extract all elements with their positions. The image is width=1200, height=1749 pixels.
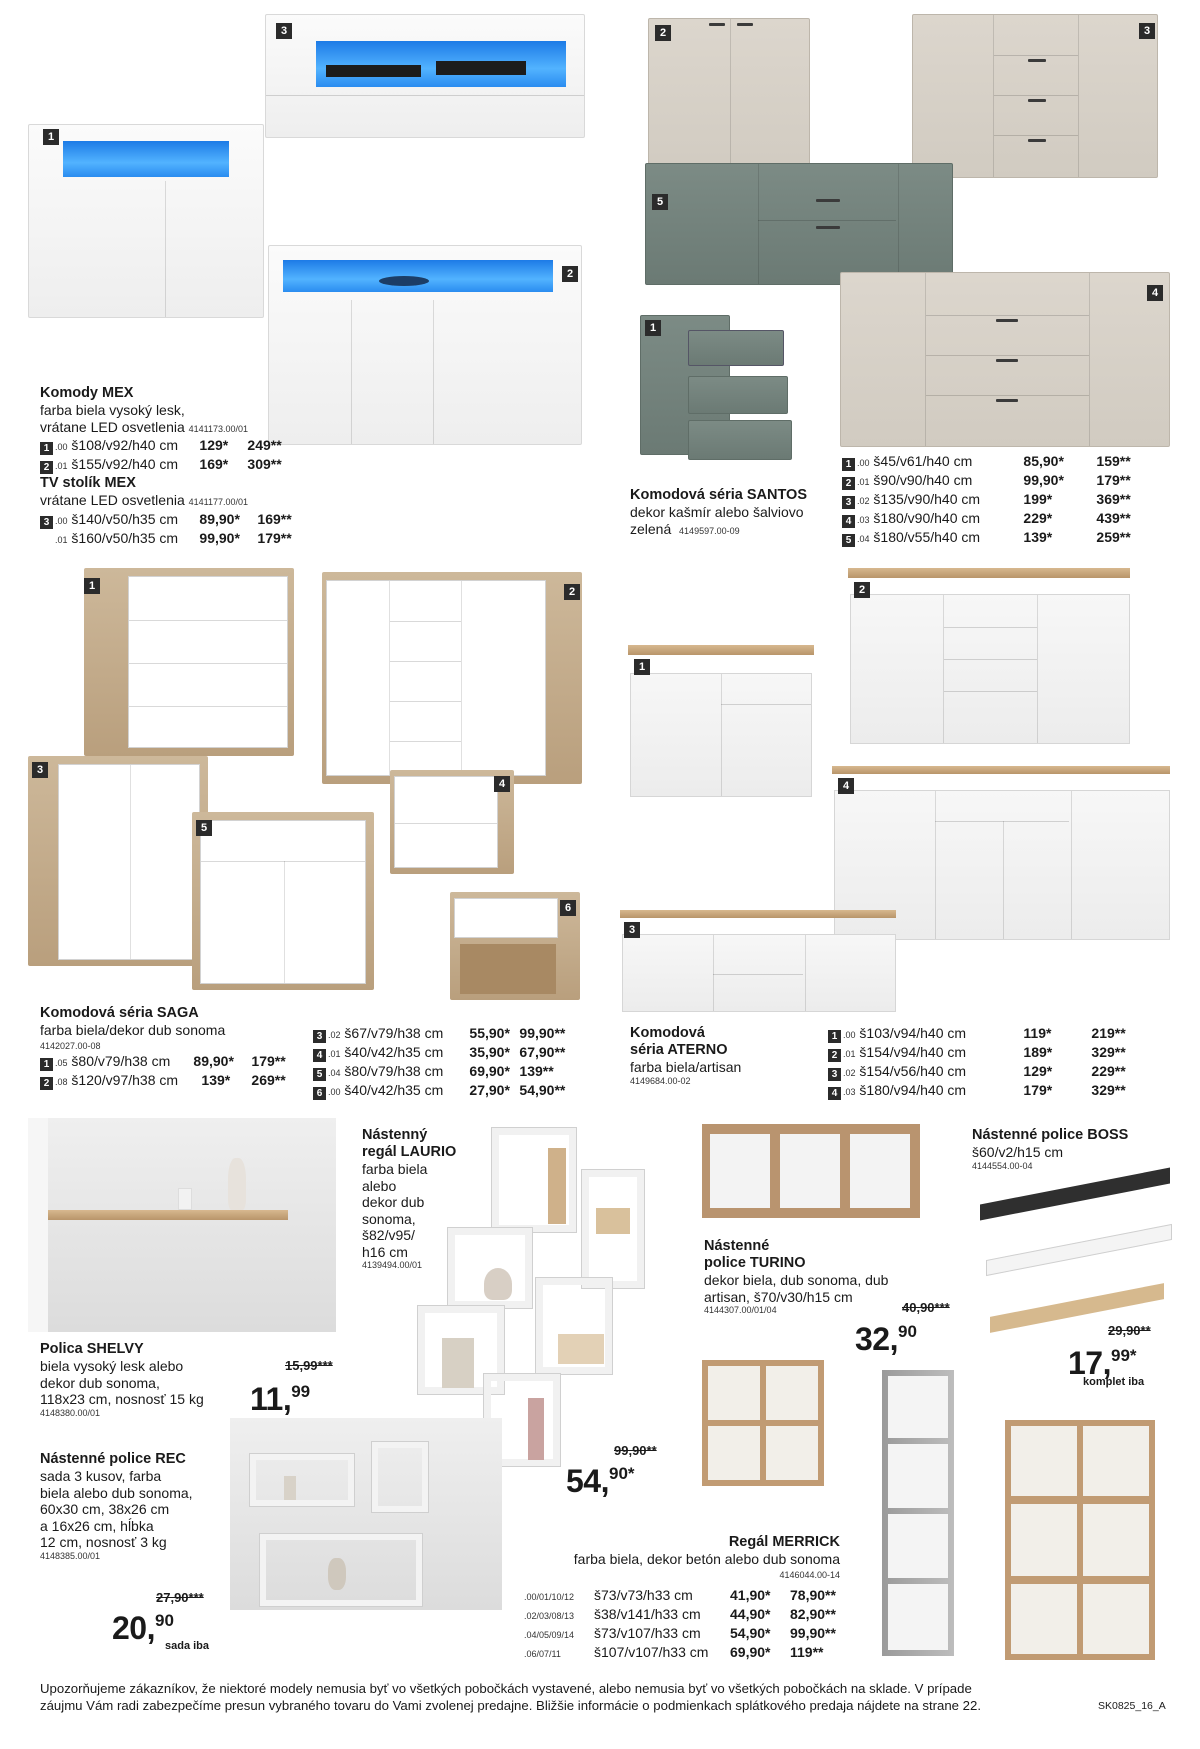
dimensions: š160/v50/h35 cm <box>71 529 179 546</box>
dimensions: š80/v79/h38 cm <box>344 1063 444 1079</box>
laurio-title-2: regál LAURIO <box>362 1144 457 1160</box>
row-badge: 4 <box>828 1087 841 1100</box>
aterno-desc: farba biela/artisan <box>630 1059 742 1075</box>
rec-price <box>112 1605 174 1644</box>
saga-cabinet-2door-image <box>28 756 208 966</box>
turino-title-1: Nástenné <box>704 1238 770 1254</box>
dimensions: š154/v56/h40 cm <box>859 1063 967 1079</box>
shelvy-info <box>40 1341 250 1418</box>
merrick-tall-image <box>882 1370 954 1656</box>
rec-info <box>40 1451 230 1561</box>
mex-desc-3: vrátane LED osvetlenia <box>40 492 185 508</box>
variant: .00 <box>857 458 870 468</box>
boss-price <box>1068 1340 1137 1379</box>
turino-code: 4144307.00/01/04 <box>704 1305 777 1315</box>
mex-code-2: 4141177.00/01 <box>188 497 249 507</box>
mex-dresser-small-image <box>28 124 264 318</box>
turino-price <box>855 1316 917 1355</box>
turino-desc-1: dekor biela, dub sonoma, dub <box>704 1272 889 1288</box>
variant: .01 <box>843 1049 856 1059</box>
merrick-2x2-image <box>702 1360 824 1486</box>
price-row <box>828 1063 1173 1082</box>
price-row <box>40 530 320 549</box>
regular-price: 139** <box>519 1063 554 1079</box>
regular-price: 99,90** <box>790 1625 836 1641</box>
sale-price: 89,90* <box>193 1052 234 1069</box>
price-main: 11, <box>250 1381 292 1417</box>
row-badge: 2 <box>828 1049 841 1062</box>
saga-dresser-4drawer-image <box>84 568 294 756</box>
boss-code: 4144554.00-04 <box>972 1160 1033 1171</box>
saga-price-table-right <box>313 1025 593 1101</box>
saga-cabinet-drawer-doors-image <box>192 812 374 990</box>
laurio-shelf-image <box>418 1128 648 1468</box>
dimensions: š135/v90/h40 cm <box>873 491 981 507</box>
dimensions: š45/v61/h40 cm <box>873 453 973 469</box>
variant: .08 <box>55 1076 68 1087</box>
laurio-old-price: 99,90** <box>614 1443 657 1458</box>
variant: .06/07/11 <box>524 1649 561 1659</box>
price-cents: 90 <box>897 1322 917 1341</box>
dimensions: š108/v92/h40 cm <box>71 437 179 453</box>
variant: .05 <box>55 1057 68 1068</box>
sale-price: 54,90* <box>730 1625 771 1641</box>
variant: .01 <box>328 1049 341 1059</box>
laurio-desc-1: farba biela <box>362 1161 428 1177</box>
regular-price: 219** <box>1091 1025 1126 1041</box>
sale-price: 69,90* <box>730 1644 771 1660</box>
sale-price: 27,90* <box>469 1082 510 1098</box>
price-row <box>40 511 320 530</box>
variant: .04 <box>328 1068 341 1078</box>
aterno-title-2: séria ATERNO <box>630 1042 728 1058</box>
price-main: 54, <box>566 1463 609 1499</box>
shelvy-old-price: 15,99*** <box>285 1358 333 1373</box>
badge: 1 <box>43 129 59 145</box>
regular-price: 249** <box>247 437 282 453</box>
price-row <box>524 1625 854 1644</box>
badge: 1 <box>634 659 650 675</box>
row-badge: 4 <box>842 515 855 528</box>
price-row <box>313 1025 593 1044</box>
santos-title: Komodová séria SANTOS <box>630 487 808 503</box>
variant: .02 <box>843 1068 856 1078</box>
santos-price-table <box>842 453 1172 548</box>
saga-title: Komodová séria SAGA <box>40 1005 199 1021</box>
laurio-code: 4139494.00/01 <box>362 1260 423 1270</box>
badge: 6 <box>560 900 576 916</box>
price-row <box>313 1082 593 1101</box>
row-badge: 6 <box>313 1087 326 1100</box>
shelvy-shelf-image <box>28 1118 336 1332</box>
aterno-info <box>630 1025 810 1086</box>
aterno-code: 4149684.00-02 <box>630 1075 691 1086</box>
boss-title: Nástenné police BOSS <box>972 1127 1129 1143</box>
dimensions: š107/v107/h33 cm <box>594 1644 709 1660</box>
variant: .00 <box>55 442 68 452</box>
price-row <box>828 1082 1173 1101</box>
dimensions: š38/v141/h33 cm <box>594 1606 701 1622</box>
aterno-tv-unit-image <box>620 910 896 1012</box>
row-badge: 2 <box>40 461 53 474</box>
price-row <box>313 1044 593 1063</box>
santos-desc-2-line <box>630 521 850 540</box>
rec-old-price: 27,90*** <box>156 1590 204 1605</box>
mex-desc-3-line <box>40 492 320 511</box>
badge: 3 <box>32 762 48 778</box>
shelvy-desc-3: 118x23 cm, nosnosť 15 kg <box>40 1391 204 1407</box>
price-cents: 90* <box>608 1464 635 1483</box>
variant: .01 <box>55 534 68 545</box>
sale-price: 119* <box>1023 1025 1052 1041</box>
sale-price: 179* <box>1023 1082 1053 1098</box>
badge: 1 <box>645 320 661 336</box>
rec-desc-3: 60x30 cm, 38x26 cm <box>40 1501 170 1517</box>
santos-code: 4149597.00-09 <box>679 525 740 536</box>
sale-price: 99,90* <box>199 529 240 546</box>
badge: 4 <box>494 776 510 792</box>
price-row <box>40 456 320 475</box>
row-badge: 4 <box>313 1049 326 1062</box>
dimensions: š40/v42/h35 cm <box>344 1082 444 1098</box>
sale-price: 41,90* <box>730 1587 771 1603</box>
santos-info <box>630 487 850 539</box>
boss-dim: š60/v2/h15 cm <box>972 1144 1064 1160</box>
boss-info <box>972 1127 1172 1171</box>
regular-price: 269** <box>251 1071 286 1088</box>
row-badge: 3 <box>313 1030 326 1043</box>
row-badge: 1 <box>40 442 53 455</box>
dimensions: š120/v97/h38 cm <box>71 1071 179 1088</box>
santos-desc-2: zelená <box>630 520 672 537</box>
variant: .03 <box>857 515 870 525</box>
footer-line-2: záujmu Vám radi zabezpečíme presun vybraného tovaru do Vami zvolenej predajne. Bližšie informácie o podmienkach splátkového predaja nájdete na strane 22. <box>40 1698 982 1713</box>
aterno-price-table <box>828 1025 1173 1101</box>
page-id: SK0825_16_A <box>1098 1700 1166 1712</box>
price-row <box>40 437 320 456</box>
santos-drawer-open-3 <box>688 420 792 460</box>
merrick-desc: farba biela, dekor betón alebo dub sonoma <box>573 1551 840 1567</box>
santos-drawer-open-1 <box>688 330 784 366</box>
badge: 2 <box>854 582 870 598</box>
regular-price: 99,90** <box>519 1025 566 1041</box>
dimensions: š90/v90/h40 cm <box>873 472 973 488</box>
laurio-desc-2: alebo <box>362 1177 397 1194</box>
mex-title: Komody MEX <box>40 385 134 401</box>
laurio-desc-4: sonoma, <box>362 1210 416 1227</box>
merrick-info <box>530 1534 840 1582</box>
badge: 3 <box>1139 23 1155 39</box>
price-row <box>842 510 1172 529</box>
dimensions: š103/v94/h40 cm <box>859 1025 967 1041</box>
mex-tv-title: TV stolík MEX <box>40 475 136 491</box>
saga-info <box>40 1005 330 1091</box>
turino-desc-2: artisan, š70/v30/h15 cm <box>704 1288 853 1305</box>
price-row <box>524 1587 854 1606</box>
laurio-desc-6: h16 cm <box>362 1243 408 1260</box>
shelvy-code: 4148380.00/01 <box>40 1407 101 1418</box>
badge: 2 <box>564 584 580 600</box>
laurio-price <box>566 1458 635 1497</box>
variant: .04 <box>857 534 870 544</box>
mex-desc-2: vrátane LED osvetlenia <box>40 418 185 435</box>
saga-cabinet-wide-image <box>322 572 582 784</box>
rec-title: Nástenné police REC <box>40 1451 186 1467</box>
variant: .00 <box>843 1030 856 1040</box>
saga-desc: farba biela/dekor dub sonoma <box>40 1022 226 1038</box>
regular-price: 259** <box>1096 529 1131 545</box>
regular-price: 179** <box>257 529 292 546</box>
regular-price: 169** <box>257 510 292 527</box>
variant: .00 <box>328 1087 341 1097</box>
regular-price: 439** <box>1096 510 1131 526</box>
sale-price: 35,90* <box>469 1044 510 1060</box>
variant: .00/01/10/12 <box>524 1592 575 1602</box>
sale-price: 99,90* <box>1023 472 1064 488</box>
regular-price: 329** <box>1091 1082 1126 1098</box>
regular-price: 229** <box>1091 1063 1126 1079</box>
badge: 3 <box>624 922 640 938</box>
turino-title-2: police TURINO <box>704 1255 806 1271</box>
price-main: 20, <box>112 1610 155 1646</box>
mex-desc-1: farba biela vysoký lesk, <box>40 402 185 418</box>
aterno-cabinet-medium-image <box>848 568 1130 744</box>
variant: .01 <box>857 477 870 487</box>
price-cents: 99* <box>1110 1346 1137 1365</box>
sale-price: 85,90* <box>1023 453 1064 469</box>
variant: .01 <box>55 461 68 471</box>
dimensions: š40/v42/h35 cm <box>344 1044 444 1060</box>
price-row <box>524 1606 854 1625</box>
regular-price: 309** <box>247 456 282 472</box>
row-badge: 1 <box>828 1030 841 1043</box>
shelvy-title: Polica SHELVY <box>40 1341 144 1357</box>
regular-price: 369** <box>1096 491 1131 507</box>
regular-price: 179** <box>1096 472 1131 488</box>
row-badge: 5 <box>842 534 855 547</box>
price-row <box>524 1644 854 1663</box>
sale-price: 169* <box>199 456 229 472</box>
dimensions: š180/v94/h40 cm <box>859 1082 967 1098</box>
variant: .00 <box>55 515 68 526</box>
price-main: 32, <box>855 1321 898 1357</box>
santos-drawer-open-2 <box>688 376 788 414</box>
dimensions: š67/v79/h38 cm <box>344 1025 444 1041</box>
rec-desc-4: a 16x26 cm, hĺbka <box>40 1517 154 1534</box>
price-row <box>40 1053 330 1072</box>
regular-price: 67,90** <box>519 1044 566 1060</box>
price-row <box>828 1025 1173 1044</box>
sale-price: 129* <box>1023 1063 1053 1079</box>
turino-shelf-image <box>702 1124 920 1218</box>
merrick-3x3-image <box>1005 1420 1155 1660</box>
dimensions: š80/v79/h38 cm <box>71 1052 171 1069</box>
merrick-code: 4146044.00-14 <box>779 1569 840 1580</box>
row-badge: 1 <box>842 458 855 471</box>
laurio-title-1: Nástenný <box>362 1127 428 1143</box>
price-cents: 99 <box>291 1382 311 1401</box>
dimensions: š155/v92/h40 cm <box>71 456 179 472</box>
saga-nightstand-open-image <box>450 892 580 1000</box>
variant: .02 <box>857 496 870 506</box>
badge: 1 <box>84 578 100 594</box>
footer-disclaimer <box>40 1680 1090 1714</box>
rec-note: sada iba <box>165 1640 210 1652</box>
boss-shelf-black <box>980 1168 1170 1221</box>
price-row <box>40 1072 330 1091</box>
shelvy-desc-1: biela vysoký lesk alebo <box>40 1358 184 1374</box>
dimensions: š180/v90/h40 cm <box>873 510 981 526</box>
santos-tv-unit-image <box>645 163 953 285</box>
badge: 5 <box>652 194 668 210</box>
shelvy-desc-2: dekor dub sonoma, <box>40 1374 160 1391</box>
row-badge: 3 <box>828 1068 841 1081</box>
merrick-title: Regál MERRICK <box>728 1534 840 1550</box>
row-badge: 5 <box>313 1068 326 1081</box>
saga-code: 4142027.00-08 <box>40 1040 101 1051</box>
dimensions: š180/v55/h40 cm <box>873 529 981 545</box>
row-badge: 3 <box>842 496 855 509</box>
aterno-title-1: Komodová <box>630 1025 705 1041</box>
price-row <box>842 491 1172 510</box>
sale-price: 55,90* <box>469 1025 510 1041</box>
mex-desc-2-line <box>40 419 320 438</box>
regular-price: 54,90** <box>519 1082 566 1098</box>
santos-sideboard-image <box>840 272 1170 447</box>
badge: 4 <box>838 778 854 794</box>
row-badge: 3 <box>40 516 53 529</box>
badge: 5 <box>196 820 212 836</box>
regular-price: 82,90** <box>790 1606 836 1622</box>
variant: .02/03/08/13 <box>524 1611 575 1621</box>
price-main: 17, <box>1068 1345 1111 1381</box>
sale-price: 139* <box>201 1071 231 1088</box>
aterno-cabinet-small-image <box>628 645 814 797</box>
saga-nightstand-2drawer-image <box>390 770 514 874</box>
variant: .04/05/09/14 <box>524 1630 575 1640</box>
mex-tv-stand-image <box>265 14 585 138</box>
sale-price: 69,90* <box>469 1063 510 1079</box>
laurio-desc-3: dekor dub <box>362 1194 425 1210</box>
turino-info <box>704 1238 919 1315</box>
row-badge: 1 <box>40 1058 53 1071</box>
mex-info <box>40 385 320 549</box>
regular-price: 119** <box>790 1644 824 1660</box>
merrick-price-table <box>524 1587 854 1663</box>
sale-price: 189* <box>1023 1044 1053 1060</box>
santos-cabinet-2door-image <box>648 18 810 178</box>
price-row <box>842 472 1172 491</box>
sale-price: 229* <box>1023 510 1053 526</box>
variant: .03 <box>843 1087 856 1097</box>
price-row <box>313 1063 593 1082</box>
turino-old-price: 40,90*** <box>902 1300 950 1315</box>
badge: 2 <box>562 266 578 282</box>
santos-desc-1: dekor kašmír alebo šalviovo <box>630 504 804 520</box>
regular-price: 329** <box>1091 1044 1126 1060</box>
boss-note: komplet iba <box>1083 1376 1145 1388</box>
row-badge: 2 <box>842 477 855 490</box>
badge: 3 <box>276 23 292 39</box>
price-cents: 90 <box>154 1611 174 1630</box>
sale-price: 44,90* <box>730 1606 771 1622</box>
boss-old-price: 29,90** <box>1108 1323 1151 1338</box>
sale-price: 89,90* <box>199 510 240 527</box>
laurio-desc-5: š82/v95/ <box>362 1227 415 1243</box>
rec-shelf-image <box>230 1418 502 1610</box>
price-row <box>828 1044 1173 1063</box>
rec-desc-2: biela alebo dub sonoma, <box>40 1484 193 1501</box>
price-row <box>842 529 1172 548</box>
rec-desc-5: 12 cm, nosnosť 3 kg <box>40 1534 167 1550</box>
mex-code-1: 4141173.00/01 <box>188 423 249 434</box>
price-row <box>842 453 1172 472</box>
dimensions: š73/v73/h33 cm <box>594 1587 693 1603</box>
dimensions: š154/v94/h40 cm <box>859 1044 967 1060</box>
badge: 4 <box>1147 285 1163 301</box>
footer-line-1: Upozorňujeme zákazníkov, že niektoré modely nemusia byť vo všetkých pobočkách vystavené, alebo nemusia byť vo všetkých pobočkách na sklade. V prípade <box>40 1681 972 1696</box>
row-badge: 2 <box>40 1077 53 1090</box>
dimensions: š140/v50/h35 cm <box>71 510 179 527</box>
santos-cabinet-drawers-image <box>912 14 1158 178</box>
sale-price: 199* <box>1023 491 1053 507</box>
badge: 2 <box>655 25 671 41</box>
regular-price: 78,90** <box>790 1587 836 1603</box>
rec-desc-1: sada 3 kusov, farba <box>40 1468 162 1484</box>
regular-price: 179** <box>251 1052 286 1069</box>
shelvy-price <box>250 1376 310 1415</box>
variant: .02 <box>328 1030 341 1040</box>
regular-price: 159** <box>1096 453 1131 469</box>
dimensions: š73/v107/h33 cm <box>594 1625 701 1641</box>
rec-code: 4148385.00/01 <box>40 1550 101 1561</box>
boss-shelf-white <box>986 1224 1172 1276</box>
sale-price: 139* <box>1023 529 1053 545</box>
sale-price: 129* <box>199 437 229 453</box>
